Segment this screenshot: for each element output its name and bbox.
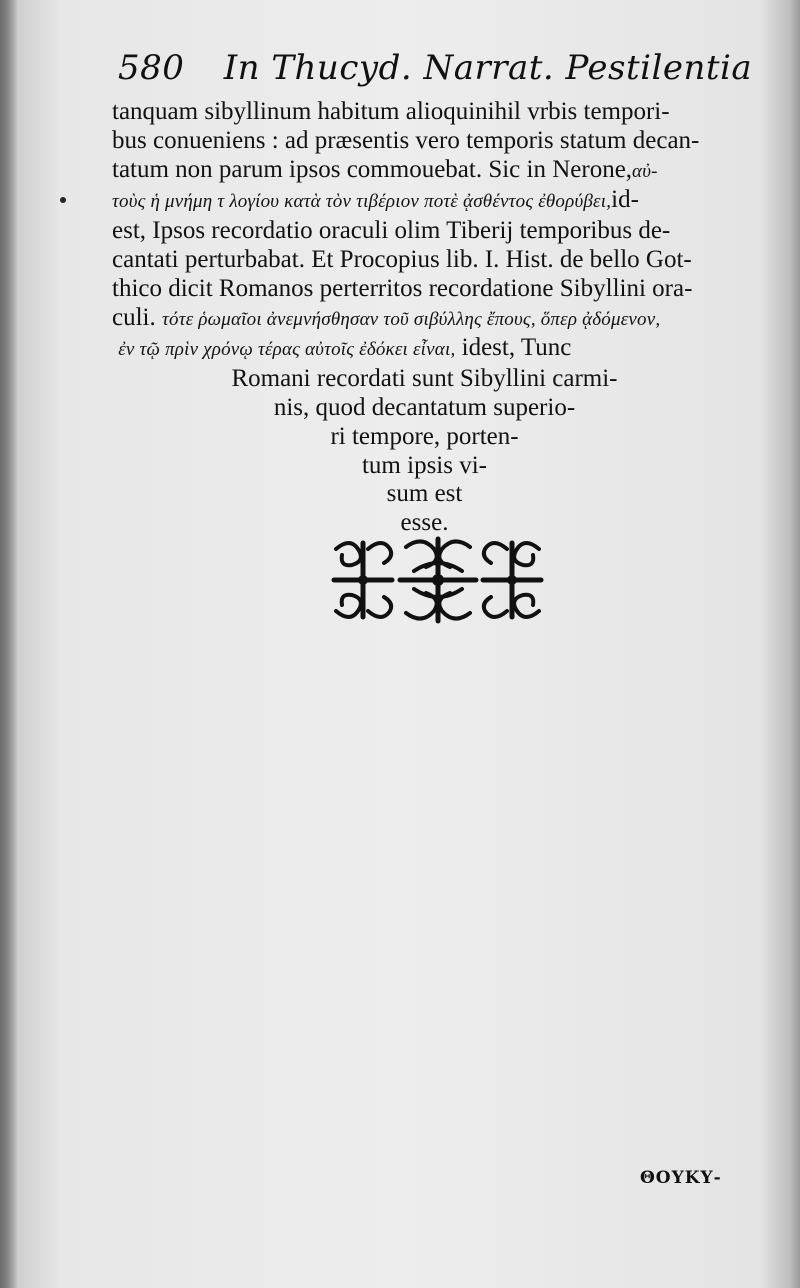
text-line: Romani recordati sunt Sibyllini carmi-	[231, 365, 618, 393]
text-line: nis, quod decantatum superio-	[273, 393, 576, 421]
latin-text: id-	[611, 186, 639, 214]
latin-text: idest, Tunc	[461, 334, 572, 362]
text-line: thico dicit Romanos perterritos recordatione Sibyllini ora-	[112, 274, 693, 302]
text-line	[112, 186, 737, 217]
text-line: tanquam sibyllinum habitum alioquinihil vrbis tempori-	[112, 98, 670, 125]
text-line: tum ipsis vi-	[361, 451, 487, 479]
greek-text: τότε ῥωμαῖοι ἀνεμνήσθησαν τοῦ σιβύλλης ἔπους, ὅπερ ᾀδόμενον,	[162, 308, 661, 330]
text-line: bus conueniens : ad præsentis vero temporis statum decan-	[112, 126, 700, 154]
running-title: In Thucyd. Narrat. Pestilentia	[223, 48, 753, 88]
catchword: ΘΟΥΚΥ-	[640, 1168, 722, 1188]
text-line	[112, 156, 737, 187]
latin-text: culi.	[112, 303, 156, 331]
text-line: esse.	[400, 509, 449, 537]
text-line: ri tempore, porten-	[330, 422, 519, 450]
text-line	[112, 334, 737, 365]
main-text	[112, 98, 737, 538]
printers-ornament	[330, 535, 545, 625]
running-header	[118, 48, 753, 88]
text-line	[112, 304, 737, 335]
ink-dot	[60, 197, 66, 203]
greek-text: αὐ-	[632, 160, 658, 182]
greek-text: ἐν τῷ πρὶν χρόνῳ τέρας αὐτοῖς ἐδόκει εἶναι,	[118, 339, 456, 361]
text-line: sum est	[386, 480, 463, 508]
latin-text: tatum non parum ipsos commouebat. Sic in Nerone,	[112, 155, 633, 183]
page-number: 580	[118, 48, 185, 88]
spine-shadow	[0, 0, 18, 1288]
text-line: cantati perturbabat. Et Procopius lib. I. Hist. de bello Got-	[112, 245, 692, 273]
text-line: est, Ipsos recordatio oraculi olim Tiberij temporibus de-	[112, 217, 671, 245]
greek-text: τοὺς ἡ μνήμη τ λογίου κατὰ τὸν τιβέριον ποτὲ ᾀσθέντος ἐθορύβει,	[112, 191, 612, 213]
